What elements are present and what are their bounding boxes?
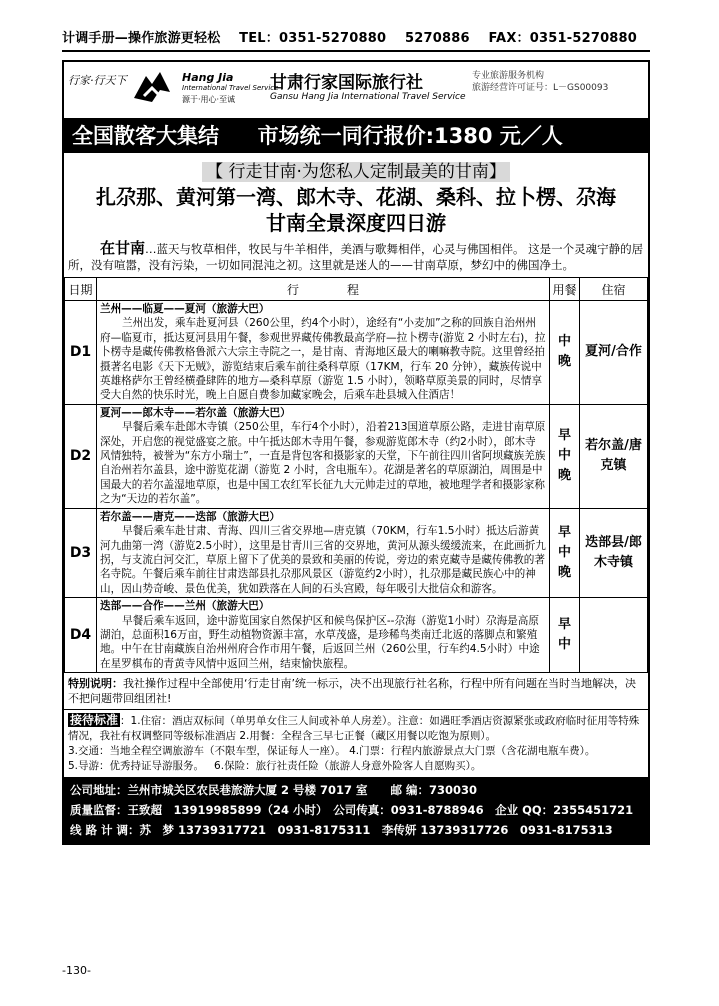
table-row — [65, 301, 648, 405]
day-stay — [580, 598, 648, 673]
header-meal: 用餐 — [550, 278, 580, 301]
standard-item-5: 5.导游：优秀持证导游服务。 — [68, 760, 205, 773]
price-banner — [64, 119, 648, 153]
route-line-1: 扎尕那、黄河第一湾、郎木寺、花湖、桑科、拉卜楞、尕海 — [96, 185, 616, 209]
contact-supervision: 质量监督：王致超 13919985899（24 小时） 公司传真：0931-8788946 企业 QQ：2355451721 — [70, 803, 634, 818]
standard-item-2: 2.用餐：全程含三早七正餐（藏区用餐以吃饱为原则）。 — [239, 730, 497, 743]
day-route: 夏河——郎木寺——若尔盖（旅游大巴） — [100, 406, 291, 419]
route-line-2: 甘南全景深度四日游 — [266, 211, 446, 235]
note-label: 特别说明： — [68, 677, 123, 691]
fax-number: 0351-5270880 — [529, 31, 638, 46]
header-program: 行 程 — [97, 278, 550, 301]
table-row — [65, 404, 648, 508]
slogan-text: 【 行走甘南·为您私人定制最美的甘南】 — [202, 162, 510, 182]
standard-item-3: 3.交通：当地全程空调旅游车（不限车型，保证每人一座）。 — [68, 745, 346, 758]
day-label: D4 — [65, 598, 97, 673]
day-meals: 中 晚 — [550, 301, 580, 405]
day-description: 早餐后乘车返回，途中游览国家自然保护区和候鸟保护区--尕海（游览1小时）尕海是高原湖泊，总面积16万亩，野生动植物资源丰富，水草茂盛，是珍稀鸟类南迁北返的落脚点和繁殖地。中午在甘南藏族自治州州府合作市用午餐，后返回兰州（260公里，行车约4.5小时）中途在星罗棋布的青黄寺风情中返回兰州，结束愉快旅程。 — [100, 614, 540, 670]
logo-english: Hang Jia — [182, 71, 234, 84]
day-description: 早餐后乘车赴甘肃、青海、四川三省交界地—唐克镇（70KM，行车1.5小时）抵达后游黄河九曲第一湾（游览2.5小时），这里是甘青川三省的交界地，黄河从源头缓缓流来，在此画折九拐，与支流白河交汇，草原上留下了优美的景致和美丽的传说，旁边的索克藏寺是藏传佛教的著名寺院。午餐后乘车前往甘肃迭部县扎尕那风景区（游览约2小时），扎尕那是藏民族心中的神山，因山势奇峻、景色优美，犹如跌落在人间的石头宫殿，每年吸引大批信众和游客。 — [100, 525, 546, 595]
day-description: 早餐后乘车赴郎木寺镇（250公里，车行4个小时），沿着213国道草原公路，走进甘南草原深处，开启您的视觉盛宴之旅。中午抵达郎木寺用午餐，参观游览郎木寺（约2小时），郎木寺风情独特，被誉为“东方小瑞士”，一直是背包客和摄影家的天堂，下午前往四川省阿坝藏族羌族自治州若尔盖县，途中游览花湖（游览 2 小时，含电瓶车）。花湖是著名的草原湖泊，周围是中国最大的若尔盖湿地草原，也是中国工农红军长征九大元帅走过的草地，被地理学者和摄影家称之为“天边的若尔盖”。 — [100, 421, 546, 506]
day-stay: 迭部县/郎木寺镇 — [580, 508, 648, 597]
intro-text: …蓝天与牧草相伴，牧民与牛羊相伴，美酒与歌舞相伴，心灵与佛国相伴。 这是一个灵魂宁静的居所，没有喧嚣，没有污染，一切如同混沌之初。这里就是迷人的——甘南草原，梦幻中的佛国净土。 — [68, 242, 644, 272]
logo-chinese: 源于·用心·至诚 — [182, 95, 236, 104]
day-meals: 早 中 晚 — [550, 404, 580, 508]
day-program — [97, 508, 550, 597]
company-name: 甘肃行家国际旅行社 — [270, 73, 423, 93]
table-header-row — [65, 278, 648, 301]
standard-item-4: 4.门票：行程内旅游景点大门票（含花湖电瓶车费）。 — [349, 745, 596, 758]
day-program — [97, 301, 550, 405]
route-title — [64, 184, 648, 236]
day-label: D3 — [65, 508, 97, 597]
day-route: 兰州——临夏——夏河（旅游大巴） — [100, 303, 270, 315]
company-name-english: Gansu Hang Jia International Travel Service — [270, 92, 466, 102]
standard-item-6: 6.保险：旅行社责任险（旅游人身意外险客人自愿购买）。 — [214, 760, 482, 773]
tel-1: 0351-5270880 — [278, 31, 387, 46]
day-route: 若尔盖——唐克——迭部（旅游大巴） — [100, 510, 281, 523]
day-program — [97, 404, 550, 508]
special-note — [64, 673, 648, 710]
slogan — [64, 157, 648, 182]
day-label: D1 — [65, 301, 97, 405]
day-label: D2 — [65, 404, 97, 508]
page — [62, 28, 650, 845]
logo-subtitle: International Travel Service — [182, 84, 279, 92]
table-row — [65, 598, 648, 673]
license-line-1: 专业旅游服务机构 — [472, 71, 545, 81]
standard-item-1: ：1.住宿：酒店双标间（单男单女住三人间或补单人房差）。注意：如遇旺季酒店资源紧张或政府临时征用等特殊情况，我社有权调整同等级标准酒店 — [68, 715, 640, 743]
page-number: -130- — [62, 964, 91, 977]
fax-label: FAX： — [488, 31, 530, 46]
day-meals: 早 中 — [550, 598, 580, 673]
license-line-2: 旅游经营许可证号：L－GS00093 — [472, 83, 609, 93]
intro-lead: 在甘南 — [100, 239, 146, 257]
banner-left: 全国散客大集结 — [72, 124, 219, 148]
note-text: 我社操作过程中全部使用‘行走甘南’统一标示，决不出现旅行社名称，行程中所有问题在当时当地解决，决不把问题带回组团社! — [68, 677, 636, 706]
standard-label: 接待标准 — [70, 713, 119, 728]
day-description: 兰州出发，乘车赴夏河县（260公里，约4个小时），途经有“小麦加”之称的回族自治州州府—临夏市，抵达夏河县用午餐，参观世界藏传佛教最高学府—拉卜楞寺(游览 2 小时左右)，拉卜楞寺是藏传佛教格鲁派六大宗主寺院之一，是甘南、青海地区最大的喇嘛教寺院。这里曾经拍摄著名电影《天下无贼》，游览结束后乘车前往桑科草原（17KM，行车 20 分钟），藏族传说中英雄格萨尔王曾经横叠肆阵的地方—桑科草原（游览 1.5 小时），领略草原美景的同时，尽情享受大自然的快乐时光，晚上自愿自费参加藏家晚会，后乘车赴县城入住酒店！ — [100, 317, 546, 402]
day-program — [97, 598, 550, 673]
header-stay: 住宿 — [580, 278, 648, 301]
service-standard — [64, 710, 648, 777]
company-header — [64, 62, 648, 119]
contact-block — [64, 777, 648, 843]
banner-price: 市场统一同行报价:1380 元／人 — [257, 124, 563, 148]
day-route: 迭部——合作——兰州（旅游大巴） — [100, 600, 270, 613]
company-logo-icon — [130, 68, 174, 108]
table-row — [65, 508, 648, 597]
tel-2: 5270886 — [405, 31, 470, 46]
brochure-frame — [62, 60, 650, 845]
day-meals: 早 中 晚 — [550, 508, 580, 597]
intro-paragraph — [64, 236, 648, 277]
brand-motto: 行家·行天下 — [68, 74, 127, 87]
header-date: 日期 — [65, 278, 97, 301]
contact-address: 公司地址：兰州市城关区农民巷旅游大厦 2 号楼 7017 室 邮 编：730030 — [70, 783, 478, 798]
day-stay: 夏河/合作 — [580, 301, 648, 405]
logo-text — [182, 72, 278, 105]
itinerary-table — [64, 277, 648, 673]
contact-route-staff: 线 路 计 调：苏 梦 13739317721 0931-8175311 李传妍 13739317726 0931-8175313 — [70, 823, 613, 838]
tagline: 计调手册—操作旅游更轻松 — [62, 31, 221, 46]
license-info — [472, 70, 608, 94]
top-contact-line — [62, 28, 650, 52]
day-stay: 若尔盖/唐克镇 — [580, 404, 648, 508]
tel-label: TEL： — [239, 31, 279, 46]
